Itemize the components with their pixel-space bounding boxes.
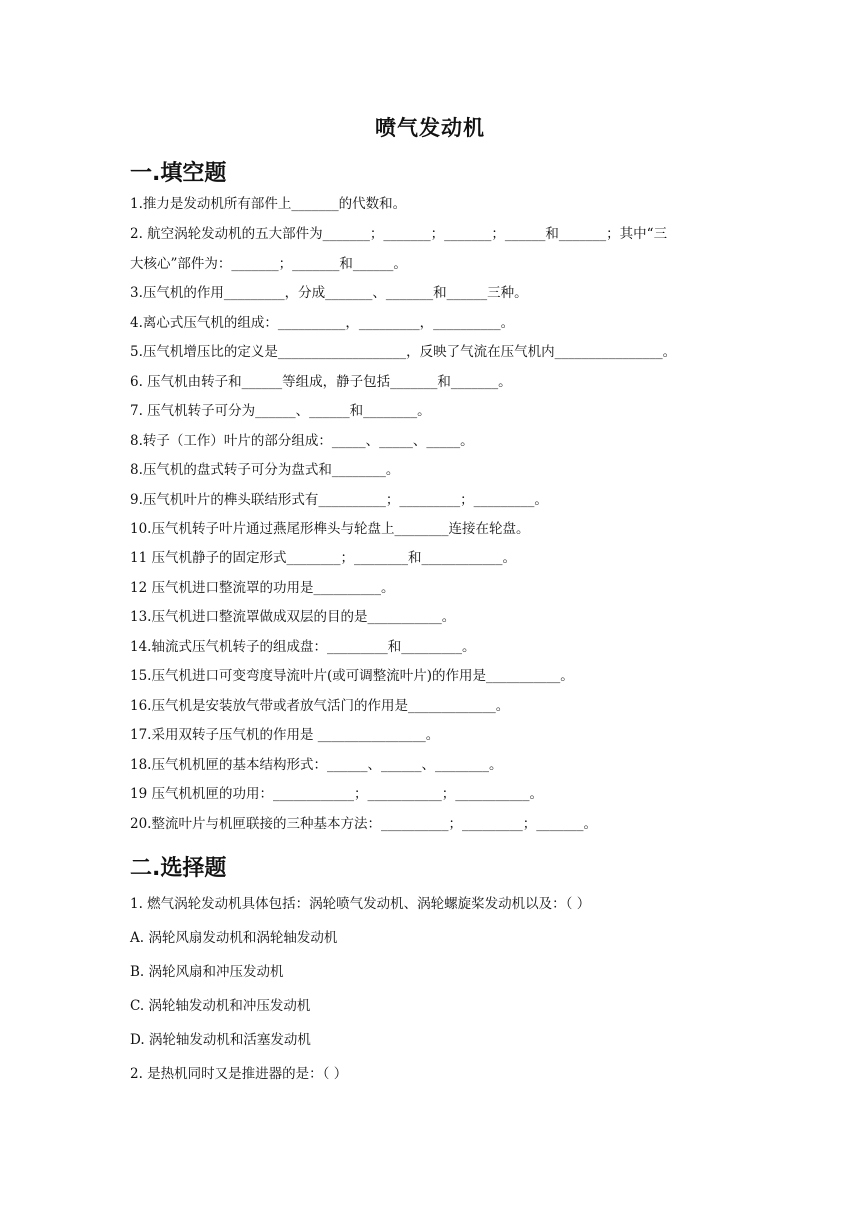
question-line: 20.整流叶片与机匣联接的三种基本方法：__________；_________；_______。 bbox=[130, 816, 597, 832]
question-line: 10.压气机转子叶片通过燕尾形榫头与轮盘上________连接在轮盘。 bbox=[130, 521, 530, 537]
choice-question-line: 1. 燃气涡轮发动机具体包括：涡轮喷气发动机、涡轮螺旋桨发动机以及：（ ） bbox=[130, 896, 591, 912]
choice-option-a: A. 涡轮风扇发动机和涡轮轴发动机 bbox=[130, 930, 338, 946]
choice-option-d: D. 涡轮轴发动机和活塞发动机 bbox=[130, 1032, 311, 1048]
question-line: 1.推力是发动机所有部件上_______的代数和。 bbox=[130, 196, 407, 212]
question-line: 13.压气机进口整流罩做成双层的目的是___________。 bbox=[130, 609, 456, 625]
document-title: 喷气发动机 bbox=[375, 115, 485, 140]
question-line: 14.轴流式压气机转子的组成盘：_________和_________。 bbox=[130, 639, 476, 655]
question-line: 8.转子（工作）叶片的部分组成：_____、_____、_____。 bbox=[130, 433, 474, 449]
question-line: 9.压气机叶片的榫头联结形式有__________；_________；_________。 bbox=[130, 492, 548, 508]
question-line: 大核心”部件为：_______；_______和______。 bbox=[130, 256, 407, 272]
question-line: 15.压气机进口可变弯度导流叶片(或可调整流叶片)的作用是___________。 bbox=[130, 668, 574, 684]
question-line: 6. 压气机由转子和______等组成，静子包括_______和_______。 bbox=[130, 374, 512, 390]
question-line: 4.离心式压气机的组成：__________，_________，__________。 bbox=[130, 315, 515, 331]
question-line: 3.压气机的作用_________，分成_______、_______和______三种。 bbox=[130, 285, 528, 301]
question-line: 17.采用双转子压气机的作用是 ________________。 bbox=[130, 727, 440, 743]
choice-section-heading: 二.选择题 bbox=[130, 856, 227, 881]
question-line: 5.压气机增压比的定义是___________________，反映了气流在压气机内________________。 bbox=[130, 344, 677, 360]
question-line: 18.压气机机匣的基本结构形式：______、______、________。 bbox=[130, 757, 503, 773]
question-line: 2. 航空涡轮发动机的五大部件为_______；_______；_______；______和_______；其中“三 bbox=[130, 226, 668, 242]
choice-option-b: B. 涡轮风扇和冲压发动机 bbox=[130, 964, 284, 980]
question-line: 12 压气机进口整流罩的功用是__________。 bbox=[130, 580, 395, 596]
question-line: 16.压气机是安装放气带或者放气活门的作用是_____________。 bbox=[130, 698, 510, 714]
question-line: 7. 压气机转子可分为______、______和________。 bbox=[130, 403, 431, 419]
choice-option-c: C. 涡轮轴发动机和冲压发动机 bbox=[130, 998, 311, 1014]
choice-question-line: 2. 是热机同时又是推进器的是：（ ） bbox=[130, 1066, 348, 1082]
question-line: 11 压气机静子的固定形式________；________和____________。 bbox=[130, 550, 516, 566]
question-line: 8.压气机的盘式转子可分为盘式和________。 bbox=[130, 462, 400, 478]
fill-in-section-heading: 一.填空题 bbox=[130, 161, 227, 186]
question-line: 19 压气机机匣的功用：____________；___________；___________。 bbox=[130, 786, 543, 802]
